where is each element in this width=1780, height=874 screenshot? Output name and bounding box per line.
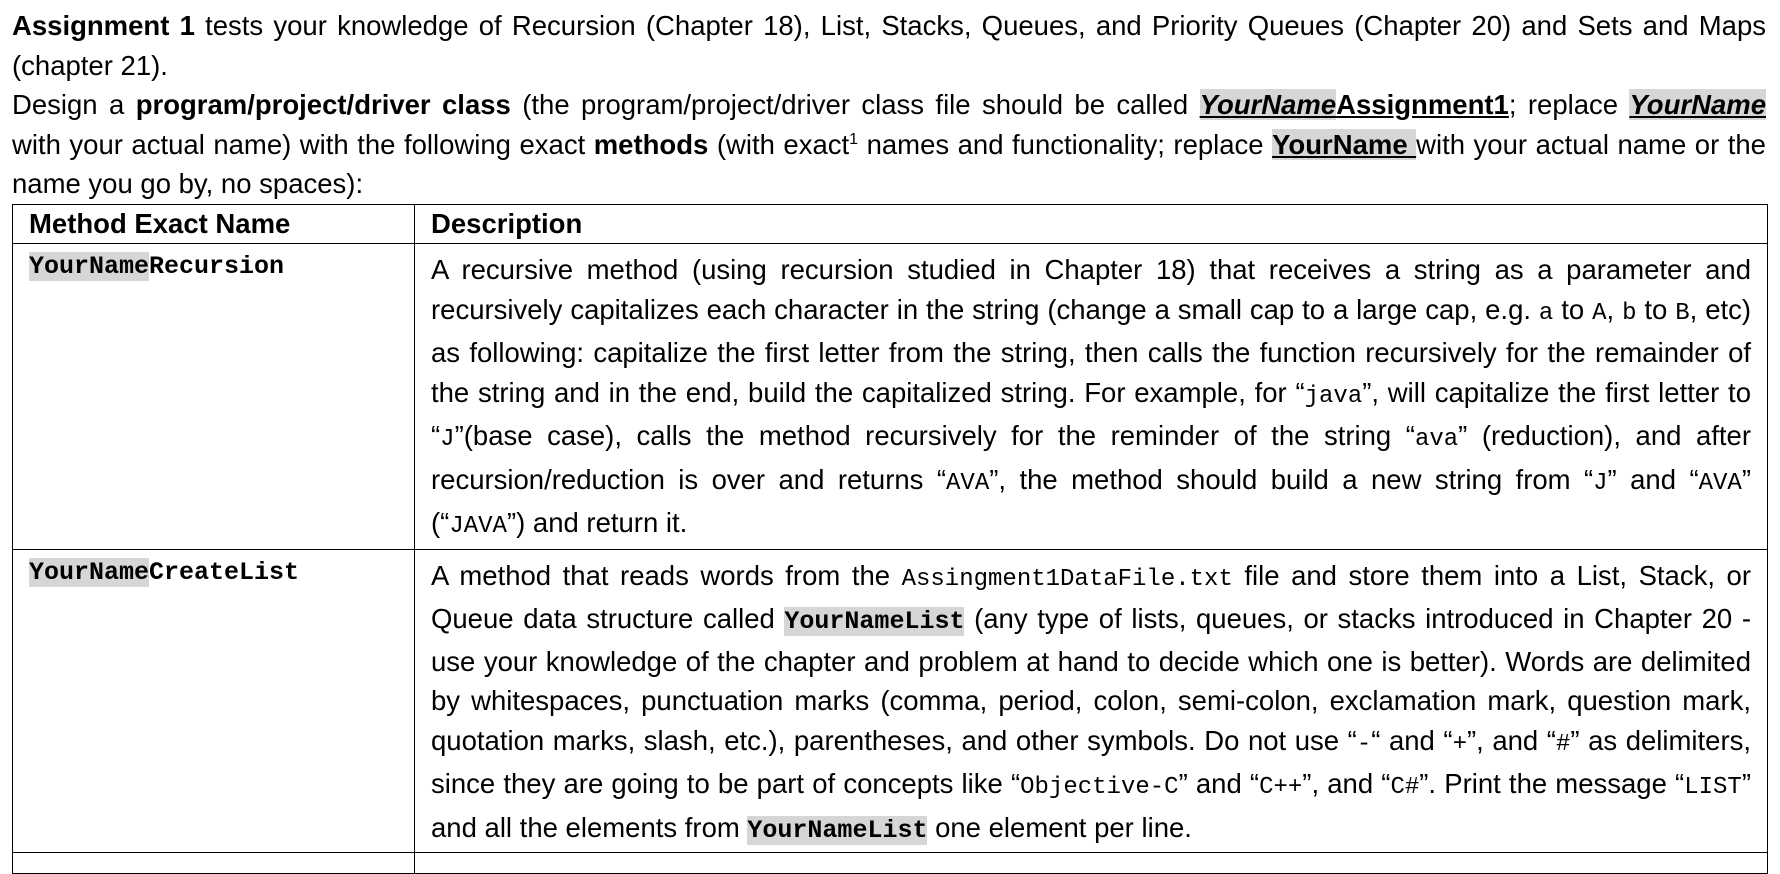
code-text: b (1622, 299, 1637, 327)
table-row (13, 853, 1768, 874)
desc-text: ” and all the elements from (431, 768, 1751, 843)
code-text: AVA (1698, 469, 1742, 497)
intro-emphasis: methods (593, 128, 709, 160)
desc-text: ”, and “ (1302, 768, 1391, 799)
intro-paragraph-1 (12, 6, 1766, 85)
list-name: YourNameList (784, 607, 965, 636)
method-name (29, 248, 284, 284)
code-text: a (1538, 299, 1554, 327)
intro-paragraph-2 (12, 85, 1766, 204)
intro-text: tests your knowledge of Recursion (Chapter 18), List, Stacks, Queues, and Priority Queues (Chapter 20) and Sets and Maps (chapter 21). (12, 10, 1766, 81)
desc-text: to (1553, 293, 1593, 325)
code-text: java (1304, 382, 1363, 410)
intro-text: names and functionality; replace (858, 128, 1273, 160)
file-name: Assingment1DataFile.txt (901, 565, 1233, 593)
list-name: YourNameList (747, 815, 928, 845)
assignment-title: Assignment 1 (12, 10, 195, 41)
class-name-suffix: Assignment1 (1336, 89, 1509, 120)
code-text: J (1593, 469, 1608, 497)
method-description (415, 244, 1768, 550)
method-name-suffix: Recursion (149, 252, 285, 281)
desc-text: ”(base case), calls the method recursively for the reminder of the string “ (454, 420, 1415, 451)
intro-text: ; replace (1508, 89, 1630, 120)
desc-text: one element per line. (927, 811, 1192, 843)
desc-text: ”, will capitalize the first letter to “ (431, 376, 1751, 451)
desc-text: A recursive method (using recursion studied in Chapter 18) that receives a string as a parameter and recursively capitalizes each character in the string (change a small cap to a large cap, e.g. (431, 254, 1751, 325)
desc-text: A method that reads words from the (431, 559, 902, 591)
code-text: J (440, 426, 455, 453)
method-description (415, 853, 1768, 874)
desc-text: , (1606, 293, 1623, 325)
table-header-row (13, 205, 1768, 244)
desc-text: to (1636, 293, 1676, 325)
placeholder-yourname: YourName (1629, 89, 1766, 120)
methods-table (12, 204, 1768, 874)
method-name-suffix: CreateList (149, 557, 300, 587)
desc-text: ” and “ (1607, 463, 1699, 495)
code-text: B (1675, 299, 1690, 327)
method-name-prefix: YourName (29, 557, 150, 587)
code-text: JAVA (449, 513, 507, 540)
desc-text: ”, the method should build a new string from “ (989, 463, 1594, 495)
desc-text: ” and “ (1178, 768, 1260, 799)
desc-text: (any type of lists, queues, or stacks introduced in Chapter 20 - use your knowledge of the chapter and problem at hand to decide which one is better). Words are delimited by whitespaces, punctuation marks (comma, period, colon, semi-colon, exclamation mark, question mark, quotation marks, slash, etc.), parentheses, and other symbols. Do not use “ (431, 603, 1752, 756)
intro-emphasis: program/project/driver class (135, 89, 511, 120)
method-name-prefix: YourName (29, 252, 150, 281)
desc-text: file and store them into a List, Stack, or Queue data structure called (431, 559, 1751, 634)
code-text: - (1356, 730, 1372, 758)
intro-text: Design a (12, 89, 136, 120)
code-text: + (1452, 730, 1467, 758)
desc-text: ” (“ (431, 463, 1751, 538)
code-text: ava (1414, 426, 1459, 453)
code-text: C++ (1259, 774, 1303, 801)
table-row (13, 244, 1768, 550)
desc-text: ” (reduction), and after recursion/reduction is over and returns “ (431, 420, 1751, 495)
placeholder-yourname: YourName (1199, 89, 1337, 120)
desc-text: ”) and return it. (506, 507, 688, 538)
desc-text: ”. Print the message “ (1419, 768, 1685, 799)
intro-text: (with exact (708, 128, 850, 160)
desc-text: ”, and “ (1466, 724, 1556, 756)
method-name (29, 554, 299, 590)
placeholder-yourname: YourName (1272, 128, 1417, 160)
method-name-cell (13, 853, 415, 874)
intro-text: (the program/project/driver class file should be called (510, 89, 1200, 120)
intro-text: with your actual name) with the following exact (12, 128, 594, 160)
method-name-cell (13, 244, 415, 550)
intro-text: with your actual name or the name you go by, no spaces): (12, 128, 1766, 199)
method-name-cell (13, 549, 415, 853)
header-description: Description (415, 205, 1768, 244)
desc-text: , etc) as following: capitalize the first letter from the string, then calls the function recursively for the remainder of the string and in the end, build the capitalized string. For example, for “ (431, 293, 1752, 408)
method-description (415, 549, 1768, 853)
footnote-marker: 1 (849, 130, 859, 148)
desc-text: ” as delimiters, since they are going to be part of concepts like “ (431, 724, 1752, 799)
header-method-name: Method Exact Name (13, 205, 415, 244)
code-text: LIST (1684, 774, 1742, 801)
table-row (13, 549, 1768, 853)
desc-text: “ and “ (1371, 724, 1453, 756)
code-text: A (1592, 299, 1607, 327)
code-text: # (1555, 730, 1571, 758)
assignment-intro (12, 6, 1766, 204)
code-text: AVA (946, 469, 990, 497)
code-text: C# (1390, 774, 1420, 801)
code-text: Objective-C (1020, 774, 1179, 801)
